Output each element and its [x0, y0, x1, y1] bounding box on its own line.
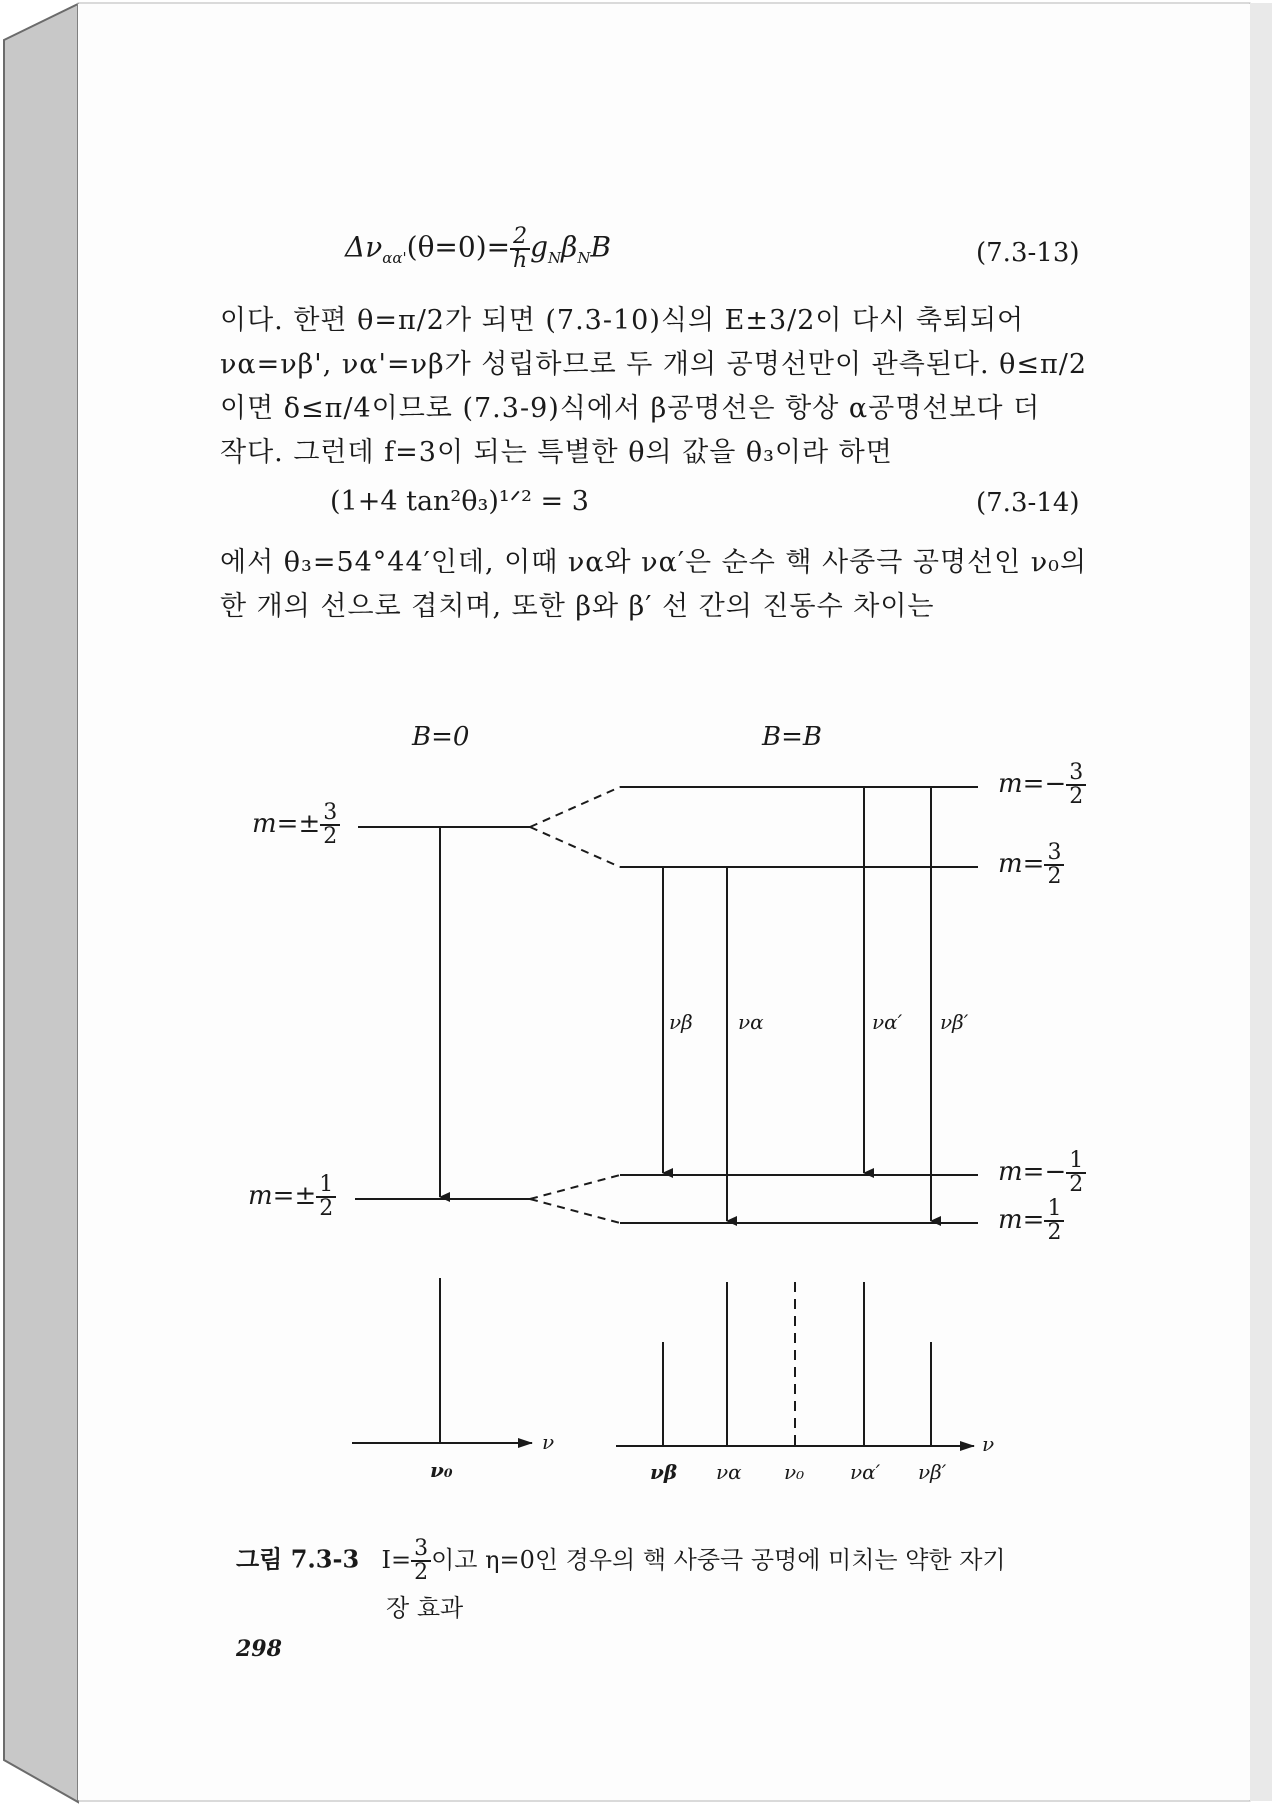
paragraph-line: 작다. 그런데 f=3이 되는 특별한 θ의 값을 θ₃이라 하면	[220, 437, 893, 468]
label-m-pm-1-2: m=± $\frac{1}{2}$	[248, 1174, 336, 1220]
paragraph-line: να=νβ', να'=νβ가 성립하므로 두 개의 공명선만이 관측된다. θ≤π/2	[220, 349, 1088, 380]
figure-caption: 그림 7.3-3 I= $\frac{3}{2}$ 이고 η=0인 경우의 핵 사중극 공명에 미치는 약한 자기	[236, 1536, 1006, 1585]
equation-number-14: (7.3-14)	[976, 488, 1080, 518]
label-m-3-2: m= $\frac{3}{2}$	[998, 842, 1064, 888]
equation-7-3-14: (1+4 tan²θ₃)¹ᐟ² = 3	[330, 486, 589, 517]
spectrum-axis-label: ν	[982, 1432, 995, 1456]
transition-label: να′	[872, 1010, 903, 1034]
equation-7-3-13: $\Delta\nu_{\alpha\alpha'}(\theta=0)=$ $\frac{2}{h}$ $g_N\beta_NB$	[345, 224, 612, 273]
transition-label: νβ′	[940, 1010, 969, 1034]
paragraph-line: 에서 θ₃=54°44′인데, 이때 να와 να′은 순수 핵 사중극 공명선인 ν₀의	[220, 547, 1088, 578]
label-m-neg-3-2: m=− $\frac{3}{2}$	[998, 762, 1086, 808]
spectrum-axis-label: ν	[542, 1430, 555, 1454]
spectrum-peak-label: νβ	[650, 1460, 678, 1484]
split-connector	[530, 1175, 620, 1199]
paragraph-line: 이면 δ≤π/4이므로 (7.3-9)식에서 β공명선은 항상 α공명선보다 더	[220, 393, 1041, 424]
header-zero-field: B=0	[412, 722, 470, 752]
spectrum-peak-label: νβ′	[918, 1460, 947, 1484]
paragraph-line: 이다. 한편 θ=π/2가 되면 (7.3-10)식의 E±3/2이 다시 축퇴되어	[220, 305, 1025, 336]
header-field: B=B	[762, 722, 822, 752]
figure-label: 그림 7.3-3	[236, 1544, 360, 1574]
label-m-1-2: m= $\frac{1}{2}$	[998, 1198, 1064, 1244]
transition-label: να	[738, 1010, 764, 1034]
figure-caption-line2: 장 효과	[386, 1594, 464, 1622]
label-m-pm-3-2: m=± $\frac{3}{2}$	[252, 802, 340, 848]
split-connector	[530, 827, 620, 867]
paragraph-line: 한 개의 선으로 겹치며, 또한 β와 β′ 선 간의 진동수 차이는	[220, 591, 935, 622]
spectrum-peak-label: ν₀	[784, 1460, 805, 1484]
spectrum-peak-label: ν₀	[430, 1458, 453, 1482]
equation-number-13: (7.3-13)	[976, 238, 1080, 268]
page-number: 298	[236, 1636, 282, 1662]
spectrum-peak-label: να	[716, 1460, 742, 1484]
label-m-neg-1-2: m=− $\frac{1}{2}$	[998, 1150, 1086, 1196]
spectrum-peak-label: να′	[850, 1460, 881, 1484]
transition-label: νβ	[669, 1010, 693, 1034]
split-connector	[530, 1199, 620, 1223]
split-connector	[530, 787, 620, 827]
